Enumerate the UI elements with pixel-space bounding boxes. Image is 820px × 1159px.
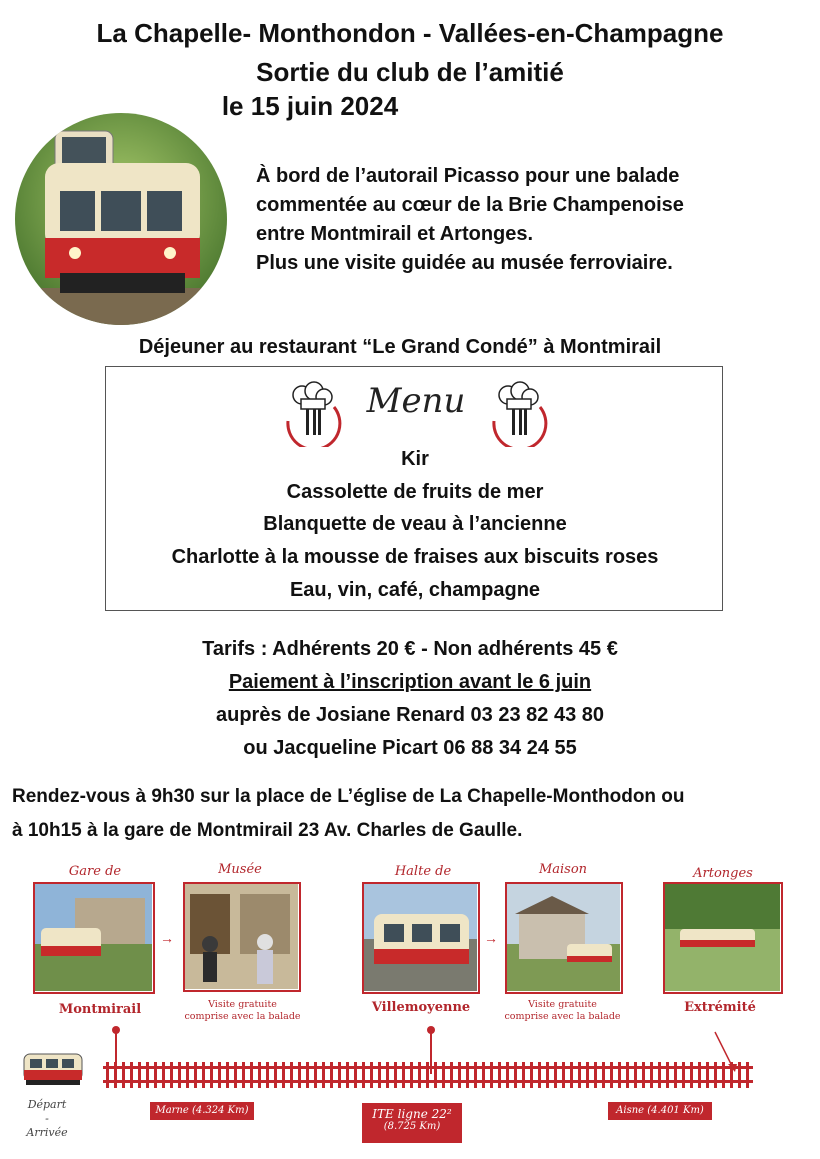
rail-tie <box>298 1062 301 1088</box>
stop-label-top: Gare de <box>68 864 122 879</box>
rail-tie <box>170 1062 173 1088</box>
rail-tie <box>130 1062 133 1088</box>
stop-label-top: Artonges <box>693 866 753 881</box>
stop-label-bottom: Villemoyenne <box>371 1000 471 1015</box>
rail-tie <box>186 1062 189 1088</box>
rail-tie <box>594 1062 597 1088</box>
menu-item: Charlotte à la mousse de fraises aux biscuits roses <box>171 546 659 568</box>
rail-tie <box>722 1062 725 1088</box>
halt-photo <box>362 882 480 994</box>
rail-tie <box>450 1062 453 1088</box>
depart-arrivee-label <box>22 1098 72 1140</box>
arrow-icon: → <box>484 930 498 946</box>
rail-tie <box>210 1062 213 1088</box>
meeting-line-1: Rendez-vous à 9h30 sur la place de L’église de La Chapelle-Monthodon ou <box>12 786 685 807</box>
rail-tie <box>322 1062 325 1088</box>
segment-ite-name: ITE ligne 22² <box>372 1107 452 1121</box>
rail-tie <box>434 1062 437 1088</box>
rail-tie <box>194 1062 197 1088</box>
meeting-line-2: à 10h15 à la gare de Montmirail 23 Av. Charles de Gaulle. <box>12 820 523 841</box>
rail-tie <box>746 1062 749 1088</box>
rail-tie <box>162 1062 165 1088</box>
visit-note-line: comprise avec la balade <box>504 1011 621 1022</box>
rail-tie <box>546 1062 549 1088</box>
rail-tie <box>290 1062 293 1088</box>
rail-tie <box>706 1062 709 1088</box>
rail-tie <box>690 1062 693 1088</box>
page-subtitle: Sortie du club de l’amitié <box>256 57 564 87</box>
rail-tie <box>586 1062 589 1088</box>
rail-tie <box>266 1062 269 1088</box>
train-icon <box>22 1050 86 1088</box>
tarifs-line: Tarifs : Adhérents 20 € - Non adhérents 45 € <box>202 638 618 660</box>
house-photo <box>505 882 623 994</box>
rail-tie <box>626 1062 629 1088</box>
intro-line: Plus une visite guidée au musée ferroviaire. <box>256 252 673 274</box>
rail-tie <box>482 1062 485 1088</box>
rail-tie <box>738 1062 741 1088</box>
page-title: La Chapelle- Monthondon - Vallées-en-Champagne <box>96 18 724 48</box>
rail-tie <box>698 1062 701 1088</box>
rail-tie <box>466 1062 469 1088</box>
menu-item: Cassolette de fruits de mer <box>286 481 544 503</box>
label-dash: - <box>45 1112 49 1125</box>
rail-tie <box>578 1062 581 1088</box>
rail-tie <box>522 1062 525 1088</box>
rail-tie <box>154 1062 157 1088</box>
rail-tie <box>530 1062 533 1088</box>
rail-tie <box>506 1062 509 1088</box>
segment-ite <box>362 1103 462 1143</box>
rail-tie <box>394 1062 397 1088</box>
route-diagram <box>0 860 820 1159</box>
rail-tie <box>346 1062 349 1088</box>
rail-tie <box>714 1062 717 1088</box>
rail-tie <box>234 1062 237 1088</box>
rail-tie <box>330 1062 333 1088</box>
lunch-line: Déjeuner au restaurant “Le Grand Condé” à Montmirail <box>138 336 662 358</box>
rail-tie <box>178 1062 181 1088</box>
rail-tie <box>314 1062 317 1088</box>
menu-item: Blanquette de veau à l’ancienne <box>263 513 567 535</box>
rail-tie <box>138 1062 141 1088</box>
rail-tie <box>682 1062 685 1088</box>
rail-tie <box>362 1062 365 1088</box>
menu-item: Eau, vin, café, champagne <box>289 579 541 601</box>
intro-line: entre Montmirail et Artonges. <box>256 223 534 245</box>
train-photo <box>15 113 227 325</box>
stop-label-top: Musée <box>218 862 262 877</box>
rail-tie <box>538 1062 541 1088</box>
depart-label: Départ <box>27 1098 67 1111</box>
rail-tie <box>490 1062 493 1088</box>
rail-tie <box>730 1062 733 1088</box>
rail-tie <box>410 1062 413 1088</box>
event-date: le 15 juin 2024 <box>221 91 399 121</box>
rail-tie <box>666 1062 669 1088</box>
station-photo <box>33 882 155 994</box>
rail-tie <box>418 1062 421 1088</box>
visit-note-line: comprise avec la balade <box>184 1011 301 1022</box>
rail-tie <box>250 1062 253 1088</box>
rail-tie <box>242 1062 245 1088</box>
rail-tie <box>338 1062 341 1088</box>
rail-tie <box>650 1062 653 1088</box>
contact-line-2: ou Jacqueline Picart 06 88 34 24 55 <box>243 737 577 759</box>
rail-tie <box>458 1062 461 1088</box>
rail-tie <box>202 1062 205 1088</box>
rail-tie <box>474 1062 477 1088</box>
rail-tie <box>370 1062 373 1088</box>
rail-tie <box>498 1062 501 1088</box>
menu-item: Kir <box>401 448 429 470</box>
rail-tie <box>122 1062 125 1088</box>
rail-tie <box>354 1062 357 1088</box>
rail-tie <box>386 1062 389 1088</box>
rail-tie <box>258 1062 261 1088</box>
rail-tie <box>274 1062 277 1088</box>
rail-tie <box>378 1062 381 1088</box>
railway-track <box>0 1020 820 1100</box>
chef-hat-icon <box>484 381 550 447</box>
rail-tie <box>514 1062 517 1088</box>
stop-label-bottom: Extrémité <box>684 1000 756 1015</box>
segment-marne: Marne (4.324 Km) <box>150 1102 254 1120</box>
arrow-icon: → <box>160 930 174 946</box>
stop-label-top: Maison <box>538 862 588 877</box>
rail-tie <box>618 1062 621 1088</box>
rail-tie <box>610 1062 613 1088</box>
stop-label-top: Halte de <box>394 864 452 879</box>
rail-tie <box>426 1062 429 1088</box>
rail-tie <box>442 1062 445 1088</box>
rail-tie <box>106 1062 109 1088</box>
rail-tie <box>306 1062 309 1088</box>
visit-note-line: Visite gratuite <box>528 999 597 1010</box>
intro-text <box>256 162 806 278</box>
museum-photo <box>183 882 301 992</box>
rail-tie <box>218 1062 221 1088</box>
intro-line: commentée au cœur de la Brie Champenoise <box>256 194 684 216</box>
rail-tie <box>562 1062 565 1088</box>
menu-title: Menu <box>366 381 466 421</box>
rail-tie <box>282 1062 285 1088</box>
contact-line-1: auprès de Josiane Renard 03 23 82 43 80 <box>216 704 604 726</box>
rail-tie <box>602 1062 605 1088</box>
rail-tie <box>634 1062 637 1088</box>
rail-tie <box>674 1062 677 1088</box>
rail-tie <box>554 1062 557 1088</box>
chef-hat-icon <box>278 381 344 447</box>
rail-tie <box>570 1062 573 1088</box>
payment-deadline: Paiement à l’inscription avant le 6 juin <box>228 671 592 693</box>
rail-tie <box>146 1062 149 1088</box>
rail-tie <box>226 1062 229 1088</box>
rail-tie <box>642 1062 645 1088</box>
rail-tie <box>402 1062 405 1088</box>
segment-aisne: Aisne (4.401 Km) <box>608 1102 712 1120</box>
segment-ite-distance: (8.725 Km) <box>383 1121 441 1132</box>
payment-line <box>0 671 820 694</box>
artonges-photo <box>663 882 783 994</box>
arrivee-label: Arrivée <box>26 1126 68 1139</box>
rail-tie <box>114 1062 117 1088</box>
visit-note-line: Visite gratuite <box>208 999 277 1010</box>
stop-label-bottom: Montmirail <box>58 1002 142 1017</box>
intro-line: À bord de l’autorail Picasso pour une balade <box>256 165 680 187</box>
rail-tie <box>658 1062 661 1088</box>
menu-box <box>105 366 723 611</box>
